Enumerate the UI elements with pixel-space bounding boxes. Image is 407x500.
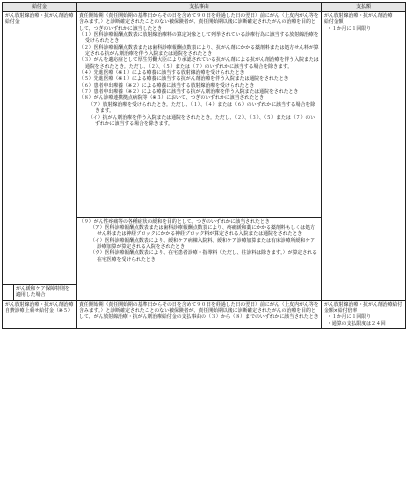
benefit-name-cell — [3, 12, 77, 301]
table-row — [3, 12, 406, 218]
sub-list-item: （イ）抗がん剤治療を伴う入院または通院をされたとき。ただし、（２）、（３）、（５）または（７）のいずれかに該当する場合を除きます。 — [88, 114, 316, 127]
sub-list-item: （イ）医科診療報酬点数表により、緩和ケア病棟入院料、緩和ケア診療加算または有床診療所緩和ケア診療加算が算定される入院をされたとき — [90, 237, 315, 250]
benefit-name-cell: がん放射線治療・抗がん剤治療自費診療上乗せ給付金（※５） — [3, 300, 77, 328]
amount-line: がん放射線治療・抗がん剤治療給付金額×給付倍率 — [324, 301, 403, 315]
reason-cell — [77, 12, 322, 218]
header-amount: 支払額 — [322, 3, 406, 12]
sub-list-item: （ウ）医科診療報酬点数表により、在宅患者診療・指導料（ただし、往診料は除きます。）が算定される在宅医療を受けられたとき — [90, 250, 318, 263]
header-benefit: 給付金 — [3, 3, 77, 12]
table-row — [3, 300, 406, 328]
list-item: （４）先進医療（※１）による療養に該当する放射線治療を受けられたとき — [79, 70, 245, 77]
sub-list-item: （ア）医科診療報酬点数表または歯科診療報酬点数表により、疼痛緩和薬にかかる薬剤料もしくは処方せん料または神経ブロックにかかる神経ブロック料が算定される入院または通院をされたとき — [90, 224, 315, 238]
amount-cell — [322, 300, 406, 328]
reason-intro: 責任開始期（責任開始期の基準日からその日を含めて９０日を経過した日の翌日）前にがん（上皮内がん等を含みます。）と診断確定されたことのない被保険者が、責任開始期以後に診断確定されたがんの治療を目的として、つぎのいずれかに該当したとき — [79, 13, 319, 32]
amount-line: がん放射線治療・抗がん剤治療 — [324, 13, 393, 19]
sub-list-item: （ア）放射線治療を受けられたとき。ただし、（１）、（４）または（６）のいずれかに該当する場合を除きます。 — [88, 101, 316, 115]
amount-limit: ・１か月に１回限り — [327, 25, 372, 32]
header-reason: 支払事由 — [77, 3, 322, 12]
benefit-table — [2, 2, 406, 329]
palliative-reason-cell — [77, 217, 322, 300]
reason-cell: 責任開始期（責任開始期の基準日からその日を含めて９０日を経過した日の翌日）前にがん（上皮内がん等を含みます。）と診断確定されたことのない被保険者が、責任開始期以後に診断確定されたがんの治療を目的として、がん放射線治療・抗がん剤治療給付金の支払事由の（３）から（８）までのいずれかに該当されたとき — [77, 300, 322, 328]
amount-limit: ・通算の支払限度は２４回 — [327, 320, 386, 327]
list-item: （６）患者申出療養（※２）による療養に該当する放射線治療を受けられたとき — [79, 82, 255, 89]
palliative-rider-name: がん緩和ケア保障特則を適用した場合 — [16, 286, 70, 299]
table-header-row — [3, 3, 406, 12]
list-item: （９）がん性疼痛等の各種症状の緩和を目的として、つぎのいずれかに該当されたとき — [79, 218, 270, 225]
list-item: （５）先進医療（※１）による療養に該当する抗がん剤治療を伴う入院または通院をされたとき — [79, 76, 289, 83]
list-item: （１）医科診療報酬点数表に放射線治療料の算定対象として列挙されている診療行為に該当する放射線治療を受けられたとき — [79, 32, 319, 45]
amount-line: 給付金額 — [324, 19, 344, 26]
amount-limit: ・１か月に１回限り — [327, 314, 372, 321]
list-item: （８）がん診療連携拠点病院等（※３）において、つぎのいずれかに該当されたとき — [79, 95, 264, 102]
list-item: （２）医科診療報酬点数表または歯科診療報酬点数表により、抗がん剤にかかる薬剤料または処方せん料が算定される抗がん剤治療を伴う入院または通院をされたとき — [79, 44, 319, 58]
list-item: （３）がんを適応症として厚生労働大臣により承認されている抗がん剤による抗がん剤治療を伴う入院または通院をされたとき。ただし、（２）、（５）または（７）のいずれかに該当する場合を除きます。 — [79, 57, 319, 70]
amount-cell — [322, 12, 406, 301]
list-item: （７）患者申出療養（※２）による療養に該当する抗がん剤治療を伴う入院または通院をされたとき — [79, 89, 299, 96]
benefit-name: がん放射線治療・抗がん剤治療給付金 — [5, 13, 74, 26]
